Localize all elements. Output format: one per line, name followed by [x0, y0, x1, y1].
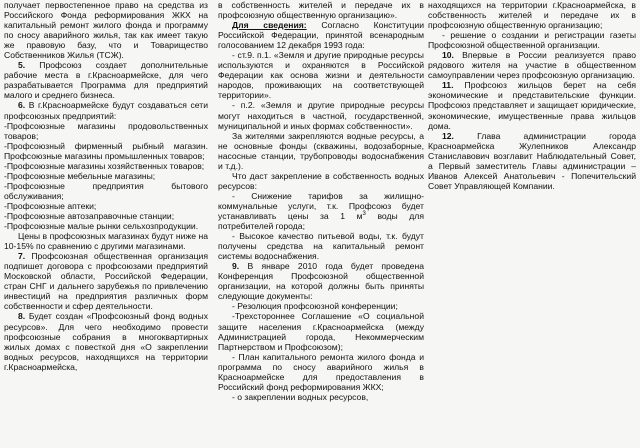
paragraph: получает первостепенное право на средства из Российского Фонда реформирования ЖКХ на капитальный ремонт жилого фонда и программу по сносу аварийного жилья, так как имеет такую же правовую базу, что и Товарищество Собственников Жилья (ТСЖ).	[4, 0, 208, 61]
text-column-3	[428, 0, 636, 191]
list-item: -Профсоюзные магазины хозяйственных товаров;	[4, 160, 205, 171]
paragraph	[428, 80, 636, 130]
paragraph: - п.2. «Земля и другие природные ресурсы могут находиться в частной, государственной, муниципальной и иных формах собственности».	[218, 100, 424, 131]
paragraph	[4, 251, 208, 311]
paragraph-text: Профсоюз создает дополнительные рабочие места в г.Красноармейске, для чего разрабатывается Программа для предприятий малого и среднего бизнеса.	[4, 60, 208, 101]
paragraph	[4, 311, 208, 371]
list-item: - о закреплении водных ресурсов,	[232, 391, 369, 402]
paragraph	[428, 131, 636, 191]
item-number: 6.	[18, 100, 26, 111]
list-item: -Профсоюзные предприятия бытового обслуживания;	[4, 180, 208, 201]
note-heading: Для сведения:	[232, 20, 307, 31]
paragraph: в собственность жителей и передаче их в профсоюзную общественную организацию».	[218, 0, 424, 21]
paragraph-text: воды для потребителей города;	[218, 210, 424, 232]
item-number: 12.	[442, 130, 454, 141]
paragraph	[218, 20, 424, 50]
item-number: 10.	[442, 50, 454, 61]
list-item: - Резолюция профсоюзной конференции;	[232, 301, 398, 312]
item-number: 11.	[442, 80, 454, 91]
paragraph-text: В г.Красноармейске будут создаваться сети профсоюзных предприятий:	[4, 100, 208, 121]
paragraph: Что даст закрепление в собственность водных ресурсов:	[218, 170, 424, 191]
list-item: -Профсоюзные магазины продовольственных товаров;	[4, 120, 208, 141]
paragraph: Цены в профсоюзных магазинах будут ниже на 10-15% по сравнению с другими магазинами.	[4, 231, 208, 252]
item-number: 7.	[18, 251, 26, 262]
text-column-1	[4, 0, 208, 372]
list-item: -Профсоюзные аптеки;	[4, 200, 97, 211]
paragraph-text: Согласно Конституции Российской Федерации, принятой всенародным голосованием 12 декабря 1993 года:	[218, 20, 424, 51]
paragraph	[218, 191, 424, 231]
paragraph: находящихся на территории г.Красноармейска, в собственность жителей и передаче их в профсоюзную общественную организацию;	[428, 0, 636, 31]
list-item: -Трехстороннее Соглашение «О социальной защите населения г.Красноармейска (между Администрацией города, Некоммерческим Партнерством и Профсоюзом);	[218, 311, 424, 352]
paragraph	[4, 100, 208, 120]
paragraph: - Высокое качество питьевой воды, т.к. будут получены средства на капитальный ремонт системы водоснабжения.	[218, 231, 424, 262]
item-number: 5.	[18, 60, 26, 71]
list-item: - решение о создании и регистрации газеты Профсоюзной общественной организации.	[428, 30, 636, 51]
paragraph-text: Профсоюз жильцов берет на себя экономические и представительские функции. Профсоюз представляет и защищает юридические, экономические, имущественные права жильцов дома.	[428, 80, 636, 131]
list-item: -Профсоюзные мебельные магазины;	[4, 170, 156, 181]
paragraph	[428, 50, 636, 80]
text-column-2	[218, 0, 424, 402]
paragraph-text: Профсоюзная общественная организация подпишет договора с профсоюзами предприятий Московской области, Российской Федерации, стран СНГ и дальнего зарубежья по привлечению инвестиций на предприятия различных форм собственности и сфер деятельности.	[4, 251, 208, 312]
paragraph-text: Будет создан «Профсоюзный фонд водных ресурсов». Для чего необходимо провести профсоюзные собрания в многоквартирных жилых домах с повесткой дня «О закреплении водных ресурсов, находящихся на территории г.Красноармейска,	[4, 311, 208, 372]
list-item: -Профсоюзные малые рынки сельхозпродукции.	[4, 221, 199, 232]
paragraph	[4, 60, 208, 100]
paragraph-text: - Снижение тарифов за жилищно-коммунальные услуги, т.к. Профсоюз будет устанавливать цены за 1 м	[218, 190, 424, 221]
paragraph-text: Впервые в России реализуется право рядового жителя на участие в общественном самоуправлении через профсоюзную организацию.	[428, 50, 636, 81]
list-item: -Профсоюзные автозаправочные станции;	[4, 210, 175, 221]
paragraph: - ст.9. п.1. «Земля и другие природные ресурсы используются и охраняются в Российской Федерации как основа жизни и деятельности народов, проживающих на соответствующей территории».	[218, 50, 424, 101]
paragraph	[218, 261, 424, 301]
paragraph: За жителями закрепляются водные ресурсы, а не основные фонды (скважины, водозаборные, насосные станции, трубопроводы водоснабжения и т.д.).	[218, 130, 424, 171]
item-number: 9.	[232, 261, 240, 272]
item-number: 8.	[18, 311, 26, 322]
list-item: -Профсоюзный фирменный рыбный магазин. Профсоюзные магазины промышленных товаров;	[4, 140, 208, 161]
paragraph-text: Глава администрации города Красноармейска Жулепников Александр Станиславович возглавит Наблюдательный Совет, а Первый заместитель Главы администрации – Иванов Алексей Анатольевич - Попечительский Совет Управляющей Компании.	[428, 130, 636, 191]
list-item: - План капитального ремонта жилого фонда и программа по сносу аварийного жилья в Красноармейске для предоставления в Российский фонд реформирования ЖКХ;	[218, 351, 424, 392]
paragraph-text: В январе 2010 года будет проведена Конференция Профсоюзной общественной организации, на которой должны быть приняты следующие документы:	[218, 261, 424, 302]
superscript: 3	[362, 211, 366, 218]
